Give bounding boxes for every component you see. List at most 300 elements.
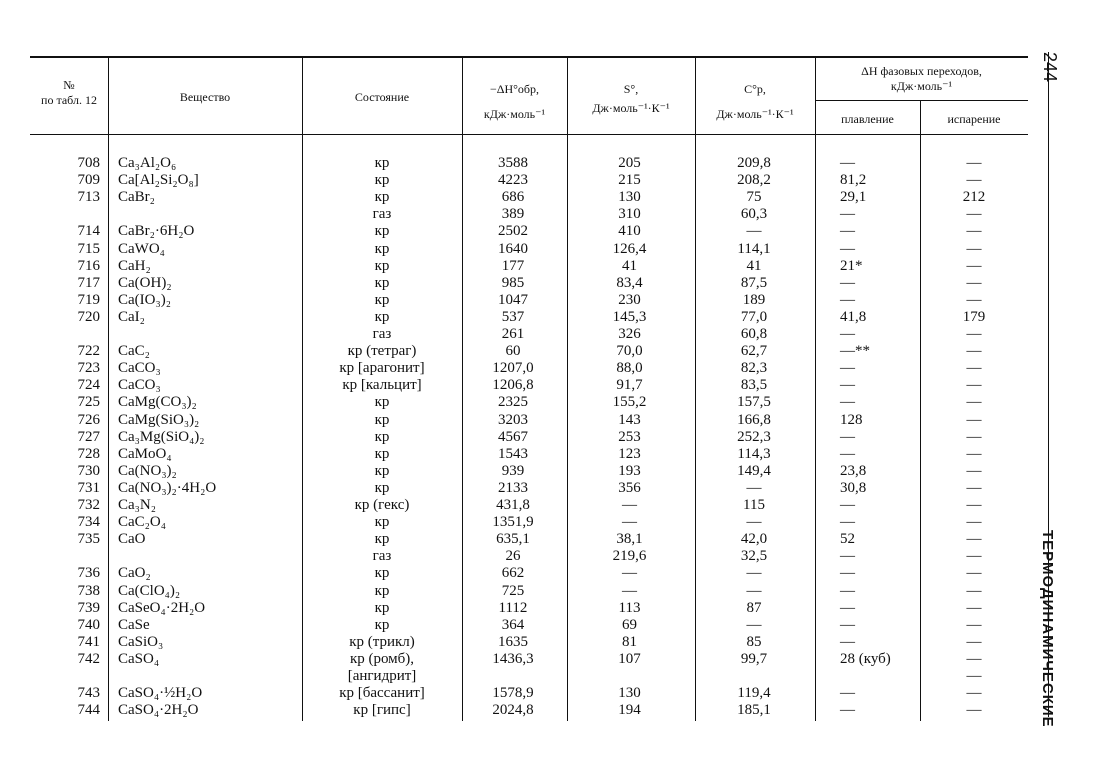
cell-state: кр <box>374 616 390 633</box>
cell-cp: — <box>746 616 762 633</box>
cell-evaporation: — <box>966 377 982 394</box>
cell-num: 742 <box>77 650 100 667</box>
table-row <box>30 360 1028 377</box>
cell-cp: — <box>746 514 762 531</box>
cell-dh: 662 <box>501 565 525 582</box>
cell-melting: —** <box>840 343 870 360</box>
cell-s: 143 <box>618 411 641 428</box>
cell-state: кр <box>374 582 390 599</box>
cell-substance: CaSO₄·½H₂O <box>118 685 203 702</box>
cell-evaporation: — <box>966 257 982 274</box>
table-row <box>30 412 1028 429</box>
table-row <box>30 206 1028 223</box>
table-row <box>30 702 1028 719</box>
cell-evaporation: — <box>966 326 982 342</box>
cell-num: 735 <box>77 531 100 548</box>
cell-dh: 939 <box>501 462 525 479</box>
cell-evaporation: — <box>966 291 982 308</box>
cell-melting: — <box>840 599 855 616</box>
cell-state: кр (ромб), <box>349 650 415 667</box>
cell-cp: 185,1 <box>737 702 771 719</box>
cell-dh: 389 <box>501 206 525 223</box>
cell-evaporation: — <box>966 616 982 633</box>
table-row <box>30 292 1028 309</box>
table-row <box>30 583 1028 600</box>
cell-cp: 32,5 <box>740 548 768 565</box>
cell-dh: 1047 <box>498 291 528 308</box>
cell-evaporation: — <box>966 274 982 291</box>
cell-melting: 21* <box>840 257 863 274</box>
table-row <box>30 258 1028 275</box>
cell-s: 107 <box>618 650 641 667</box>
cell-substance: CaCO₃ <box>118 377 161 394</box>
table-row <box>30 429 1028 446</box>
cell-cp: 209,8 <box>737 155 771 171</box>
cell-num: 744 <box>77 702 100 719</box>
cell-state: кр [арагонит] <box>339 360 425 377</box>
cell-state: кр <box>374 394 390 411</box>
header-bottom-rule <box>30 134 1028 135</box>
cell-state: кр <box>374 172 390 189</box>
header-cp-unit: Дж·моль⁻¹·К⁻¹ <box>716 107 794 121</box>
cell-state: кр <box>374 428 390 445</box>
cell-dh: 1640 <box>498 240 528 257</box>
cell-num: 736 <box>77 565 100 582</box>
cell-cp: 75 <box>746 189 762 206</box>
cell-evaporation: — <box>966 411 982 428</box>
table-row <box>30 394 1028 411</box>
cell-evaporation: 212 <box>962 189 986 206</box>
cell-substance: CaSO₄ <box>118 650 160 667</box>
cell-s: 81 <box>622 633 637 650</box>
table-row <box>30 514 1028 531</box>
cell-num: 743 <box>77 685 100 702</box>
cell-s: 113 <box>618 599 641 616</box>
cell-cp: 77,0 <box>740 308 768 325</box>
cell-dh: 2325 <box>498 394 528 411</box>
cell-evaporation: — <box>966 360 982 377</box>
cell-substance: Ca₃Mg(SiO₄)₂ <box>118 428 205 445</box>
cell-cp: — <box>746 565 762 582</box>
cell-num: 716 <box>77 257 100 274</box>
cell-dh: 1543 <box>498 445 528 462</box>
header-s-symbol: S°, <box>623 82 639 96</box>
cell-num: 732 <box>77 497 100 513</box>
header-num <box>30 78 108 108</box>
cell-melting: — <box>840 240 855 257</box>
cell-num: 723 <box>77 360 100 377</box>
header-s <box>567 82 695 116</box>
cell-melting: — <box>840 274 855 291</box>
cell-s: 219,6 <box>612 548 647 565</box>
cell-s: 356 <box>618 479 641 496</box>
cell-cp: 114,3 <box>737 445 771 462</box>
cell-evaporation: — <box>966 343 982 360</box>
cell-substance: CaMoO₄ <box>118 445 172 462</box>
cell-dh: 1436,3 <box>492 650 534 667</box>
cell-cp: 149,4 <box>737 462 771 479</box>
cell-state: кр <box>374 462 390 479</box>
cell-evaporation: — <box>966 633 982 650</box>
cell-cp: 119,4 <box>737 685 771 702</box>
cell-state: кр <box>374 565 390 582</box>
cell-num: 715 <box>77 240 100 257</box>
cell-substance: CaSiO₃ <box>118 633 164 650</box>
cell-evaporation: — <box>966 582 982 599</box>
cell-state: кр <box>374 514 390 531</box>
cell-num: 717 <box>77 274 100 291</box>
cell-s: — <box>622 582 637 599</box>
table-row <box>30 634 1028 651</box>
cell-substance: Ca(IO₃)₂ <box>118 291 171 308</box>
cell-melting: — <box>840 702 855 719</box>
cell-s: 193 <box>618 462 641 479</box>
cell-num: 725 <box>77 394 100 411</box>
cell-cp: 60,3 <box>740 206 768 223</box>
cell-num: 731 <box>77 479 100 496</box>
table-row <box>30 600 1028 617</box>
cell-dh: 686 <box>501 189 525 206</box>
cell-s: 88,0 <box>616 360 643 377</box>
cell-cp: 208,2 <box>737 172 771 189</box>
cell-cp: 62,7 <box>740 343 768 360</box>
cell-state: кр <box>374 240 390 257</box>
cell-num: 740 <box>77 616 100 633</box>
cell-state: кр <box>374 223 390 240</box>
cell-state: кр <box>374 411 390 428</box>
cell-state: кр <box>374 479 390 496</box>
cell-num: 734 <box>77 514 100 531</box>
table-row <box>30 480 1028 497</box>
table-row <box>30 548 1028 565</box>
cell-dh: 2024,8 <box>492 702 534 719</box>
cell-melting: — <box>840 223 855 240</box>
cell-melting: — <box>840 685 855 702</box>
cell-dh: 537 <box>501 308 525 325</box>
header-dh-symbol: −ΔH°обр, <box>489 82 540 96</box>
header-dh-unit: кДж·моль⁻¹ <box>483 107 546 121</box>
table-top-rule <box>30 56 1028 58</box>
table-row <box>30 565 1028 582</box>
cell-cp: 252,3 <box>737 428 771 445</box>
cell-dh: 1207,0 <box>492 360 534 377</box>
cell-cp: 115 <box>743 497 765 513</box>
cell-melting: — <box>840 548 855 565</box>
page-number: 244 <box>1040 52 1060 83</box>
cell-dh: 1635 <box>498 633 528 650</box>
cell-num: 738 <box>77 582 100 599</box>
header-state: Состояние <box>354 90 410 104</box>
cell-evaporation: — <box>966 668 982 684</box>
cell-s: 145,3 <box>612 308 647 325</box>
cell-s: — <box>622 497 637 513</box>
cell-melting: — <box>840 360 855 377</box>
cell-state: кр (тетраг) <box>347 343 417 360</box>
cell-melting: — <box>840 445 855 462</box>
cell-melting: 81,2 <box>840 172 867 189</box>
header-melting: плавление <box>841 112 894 126</box>
cell-dh: 4223 <box>498 172 528 189</box>
cell-evaporation: — <box>966 497 982 513</box>
cell-state: газ <box>372 548 392 565</box>
cell-dh: 725 <box>501 582 525 599</box>
cell-substance: CaC₂ <box>118 343 150 360</box>
cell-cp: 87 <box>746 599 762 616</box>
cell-melting: — <box>840 394 855 411</box>
cell-substance: Ca[Al₂Si₂O₈] <box>118 172 199 189</box>
cell-substance: CaC₂O₄ <box>118 514 166 531</box>
cell-s: 91,7 <box>616 377 643 394</box>
cell-cp: 83,5 <box>740 377 768 394</box>
cell-substance: CaO₂ <box>118 565 151 582</box>
cell-evaporation: — <box>966 702 982 719</box>
cell-num: 709 <box>77 172 100 189</box>
header-cp-symbol: C°p, <box>744 82 766 96</box>
cell-num: 720 <box>77 308 100 325</box>
cell-s: 41 <box>622 257 637 274</box>
cell-evaporation: — <box>966 172 982 189</box>
cell-melting: — <box>840 326 855 342</box>
table-row <box>30 377 1028 394</box>
cell-dh: 1351,9 <box>492 514 534 531</box>
cell-state: кр <box>374 257 390 274</box>
table-row <box>30 275 1028 292</box>
cell-substance: CaSO₄·2H₂O <box>118 702 199 719</box>
cell-substance: CaCO₃ <box>118 360 161 377</box>
cell-evaporation: — <box>966 650 982 667</box>
running-title: ТЕРМОДИНАМИЧЕСКИЕ <box>1039 530 1056 728</box>
cell-state: кр (гекс) <box>354 497 410 513</box>
cell-s: 123 <box>618 445 641 462</box>
cell-s: 194 <box>618 702 641 719</box>
header-dh <box>462 82 567 122</box>
cell-state: [ангидрит] <box>347 668 417 684</box>
table-row <box>30 155 1028 172</box>
cell-melting: — <box>840 582 855 599</box>
cell-cp: — <box>746 223 762 240</box>
cell-melting: — <box>840 497 855 513</box>
cell-cp: — <box>746 582 762 599</box>
cell-cp: — <box>746 479 762 496</box>
cell-dh: 3203 <box>498 411 528 428</box>
table-row <box>30 172 1028 189</box>
cell-evaporation: — <box>966 514 982 531</box>
cell-melting: — <box>840 514 855 531</box>
cell-s: 253 <box>618 428 641 445</box>
cell-melting: — <box>840 377 855 394</box>
cell-substance: CaWO₄ <box>118 240 165 257</box>
cell-num: 713 <box>77 189 100 206</box>
cell-substance: Ca₃Al₂O₆ <box>118 155 177 171</box>
cell-dh: 261 <box>501 326 525 342</box>
cell-evaporation: — <box>966 479 982 496</box>
cell-s: — <box>622 565 637 582</box>
cell-substance: Ca(NO₃)₂·4H₂O <box>118 479 217 496</box>
cell-cp: 42,0 <box>740 531 768 548</box>
cell-state: кр <box>374 291 390 308</box>
cell-state: газ <box>372 326 392 342</box>
cell-melting: — <box>840 291 855 308</box>
cell-substance: CaBr₂ <box>118 189 155 206</box>
cell-substance: Ca(NO₃)₂ <box>118 462 177 479</box>
cell-evaporation: — <box>966 548 982 565</box>
cell-substance: Ca(OH)₂ <box>118 274 172 291</box>
cell-num: 730 <box>77 462 100 479</box>
cell-s: 205 <box>618 155 641 171</box>
table-row <box>30 241 1028 258</box>
cell-substance: CaI₂ <box>118 308 145 325</box>
table-row <box>30 617 1028 634</box>
table-row <box>30 685 1028 702</box>
cell-dh: 2502 <box>498 223 528 240</box>
cell-state: кр (трикл) <box>349 633 415 650</box>
cell-cp: 157,5 <box>737 394 771 411</box>
cell-dh: 3588 <box>498 155 528 171</box>
cell-evaporation: — <box>966 428 982 445</box>
cell-dh: 635,1 <box>496 531 530 548</box>
cell-substance: CaMg(CO₃)₂ <box>118 394 197 411</box>
table-row <box>30 223 1028 240</box>
cell-num: 726 <box>77 411 100 428</box>
cell-substance: CaBr₂·6H₂O <box>118 223 195 240</box>
cell-melting: — <box>840 206 855 223</box>
cell-evaporation: — <box>966 240 982 257</box>
cell-state: газ <box>372 206 392 223</box>
header-evaporation: испарение <box>947 112 1001 126</box>
cell-substance: Ca(ClO₄)₂ <box>118 582 181 599</box>
cell-num: 722 <box>77 343 100 360</box>
cell-evaporation: — <box>966 565 982 582</box>
cell-s: 70,0 <box>616 343 643 360</box>
table-row <box>30 668 1028 685</box>
cell-melting: 128 <box>840 411 863 428</box>
cell-s: 230 <box>618 291 641 308</box>
cell-num: 727 <box>77 428 100 445</box>
cell-cp: 85 <box>746 633 762 650</box>
cell-dh: 1578,9 <box>492 685 534 702</box>
cell-dh: 2133 <box>498 479 528 496</box>
header-phase-unit: кДж·моль⁻¹ <box>890 79 953 93</box>
cell-substance: CaSe <box>118 616 150 633</box>
cell-substance: Ca₃N₂ <box>118 497 156 513</box>
cell-melting: 30,8 <box>840 479 867 496</box>
cell-state: кр <box>374 599 390 616</box>
cell-s: 310 <box>618 206 641 223</box>
cell-cp: 166,8 <box>737 411 771 428</box>
cell-state: кр <box>374 445 390 462</box>
cell-cp: 189 <box>742 291 766 308</box>
table-row <box>30 189 1028 206</box>
cell-dh: 1206,8 <box>492 377 534 394</box>
cell-melting: 29,1 <box>840 189 867 206</box>
cell-melting: 41,8 <box>840 308 867 325</box>
cell-num: 708 <box>77 155 100 171</box>
cell-substance: CaH₂ <box>118 257 151 274</box>
cell-evaporation: — <box>966 599 982 616</box>
phase-subheader-rule <box>815 100 1028 101</box>
cell-dh: 1112 <box>498 599 528 616</box>
cell-evaporation: — <box>966 223 982 240</box>
cell-cp: 87,5 <box>740 274 768 291</box>
header-num-label: по табл. 12 <box>41 93 97 107</box>
header-cp <box>695 82 815 122</box>
cell-melting: 52 <box>840 531 855 548</box>
cell-melting: — <box>840 428 855 445</box>
cell-cp: 41 <box>746 257 762 274</box>
header-num-symbol: № <box>63 78 75 92</box>
cell-evaporation: — <box>966 155 982 171</box>
cell-dh: 985 <box>501 274 525 291</box>
cell-melting: — <box>840 633 855 650</box>
cell-evaporation: — <box>966 462 982 479</box>
cell-dh: 4567 <box>498 428 528 445</box>
cell-state: кр <box>374 155 390 171</box>
cell-s: 69 <box>622 616 637 633</box>
header-phase-title: ΔH фазовых переходов, <box>861 64 982 78</box>
cell-s: 215 <box>618 172 641 189</box>
cell-state: кр [бассанит] <box>339 685 425 702</box>
cell-melting: — <box>840 565 855 582</box>
cell-substance: CaSeO₄·2H₂O <box>118 599 206 616</box>
cell-num: 719 <box>77 291 100 308</box>
table-row <box>30 343 1028 360</box>
cell-s: 38,1 <box>616 531 643 548</box>
cell-state: кр [кальцит] <box>342 377 422 394</box>
cell-s: 130 <box>618 685 641 702</box>
cell-evaporation: 179 <box>962 308 986 325</box>
cell-melting: 28 (куб) <box>840 650 891 667</box>
cell-state: кр <box>374 531 390 548</box>
cell-s: 155,2 <box>612 394 647 411</box>
table-row <box>30 326 1028 343</box>
cell-cp: 60,8 <box>740 326 768 342</box>
cell-evaporation: — <box>966 445 982 462</box>
cell-cp: 82,3 <box>740 360 768 377</box>
cell-melting: — <box>840 616 855 633</box>
cell-substance: CaO <box>118 531 146 548</box>
cell-state: кр [гипс] <box>353 702 411 719</box>
cell-num: 741 <box>77 633 100 650</box>
cell-s: 130 <box>618 189 641 206</box>
cell-state: кр <box>374 308 390 325</box>
cell-evaporation: — <box>966 531 982 548</box>
header-substance: Вещество <box>179 90 231 104</box>
cell-s: 410 <box>618 223 641 240</box>
cell-dh: 364 <box>501 616 525 633</box>
header-phase <box>815 64 1028 94</box>
cell-s: 326 <box>618 326 641 342</box>
cell-cp: 99,7 <box>740 650 768 667</box>
cell-evaporation: — <box>966 685 982 702</box>
cell-num: 714 <box>77 223 100 240</box>
cell-dh: 177 <box>501 257 525 274</box>
table-row <box>30 531 1028 548</box>
table-row <box>30 446 1028 463</box>
cell-dh: 60 <box>505 343 521 360</box>
cell-dh: 431,8 <box>496 497 530 513</box>
cell-state: кр <box>374 189 390 206</box>
table-row <box>30 309 1028 326</box>
cell-dh: 26 <box>505 548 521 565</box>
cell-melting: 23,8 <box>840 462 867 479</box>
cell-num: 724 <box>77 377 100 394</box>
table-row <box>30 651 1028 668</box>
cell-num: 739 <box>77 599 100 616</box>
cell-evaporation: — <box>966 394 982 411</box>
table-row <box>30 463 1028 480</box>
cell-cp: 114,1 <box>737 240 771 257</box>
cell-state: кр <box>374 274 390 291</box>
